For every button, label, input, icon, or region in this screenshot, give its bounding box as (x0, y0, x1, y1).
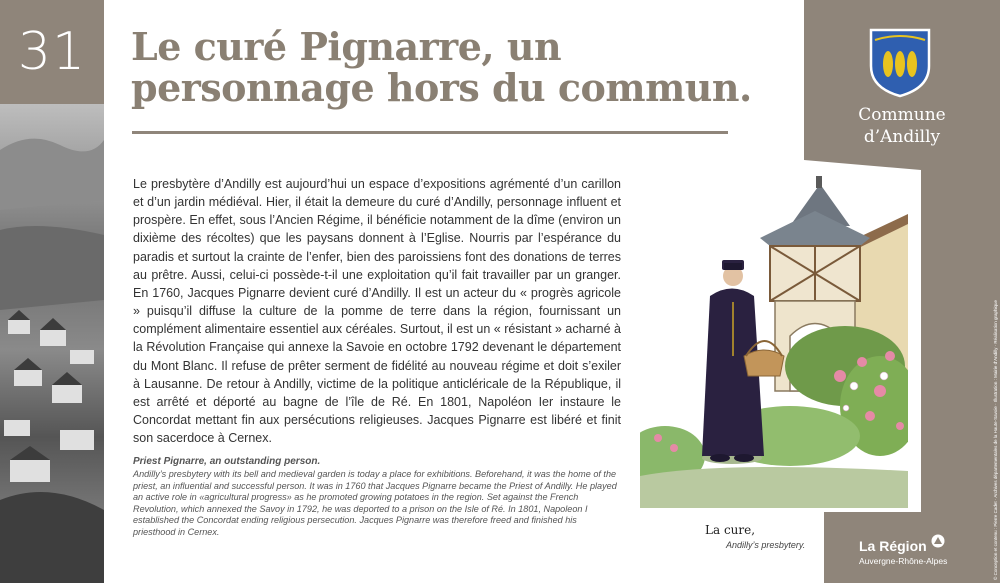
english-body-text: Andilly’s presbytery with its bell and medieval garden is today a place for exhibitions. Beforehand, it was the home of the priest, an influential and successful person. It was in 1760 that Jacques Pignarre became the Priest of Andilly. He played an active role in «agricultural progress» as he promoted growing potatoes in the region. Set against the French Revolution, which annexed the Savoy in 1792, he was deported to a prison on the Isle of Ré. In 1801, Napoleon I established the Concordat ending religious persecution. Jacques Pignarre was therefore freed and finished his priesthood in Cernex. (133, 469, 617, 537)
credits-text (985, 90, 998, 580)
credits-line: © Conception et contenu : Pierre Cadet · Archives départementales de la Haute-Savoie · Illustration : Mairie d’Andilly · Réalisation graphique (993, 300, 998, 580)
panel-number-box (0, 0, 104, 104)
region-name: La Région (859, 538, 927, 554)
caption-french: La cure, (705, 523, 756, 537)
commune-name-line1: Commune (858, 105, 946, 125)
english-title: Priest Pignarre, an outstanding person. (133, 456, 321, 467)
region-logo-icon (931, 534, 945, 548)
commune-crest-icon (869, 28, 931, 98)
presbytery-illustration (640, 176, 908, 508)
french-body-text: Le presbytère d’Andilly est aujourd’hui un espace d’expositions agrémenté d’un carillon et d’un jardin médiéval. Hier, il était la demeure du curé d’Andilly, personnage influent et prospère. En effet, sous l’Ancien Régime, il bénéficie notamment de la dîme (environ un dixième des récoltes) que les paysans donnent à l’Eglise. Nourris par l’espérance du paradis et surtout la crainte de l’enfer, bien des paroissiens font des donations de terres au prêtre. Aussi, celui-ci possède-t-il une exploitation qu’il fait travailler par un granger. En 1760, Jacques Pignarre devient curé d’Andilly. Il est un acteur du « progrès agricole » puisqu’il diffuse la culture de la pomme de terre dans la région, fournissant un complément alimentaire essentiel aux céréales. Surtout, il est un « résistant » acharné à la Révolution Française qui annexe la Savoie en octobre 1792 devenant le département du Mont Blanc. Il refuse de prêter serment de fidélité au nouveau régime et doit s’exiler à Lausanne. De retour à Andilly, victime de la politique anticléricale de la République, il est arrêté et déporté au bagne de l’île de Ré. En 1801, Napoléon Ier instaure le Concordat mettant fin aux persécutions religieuses. Jacques Pignarre est libéré et finit son sacerdoce à Cernex. (133, 177, 621, 446)
page-title: Le curé Pignarre, un personnage hors du commun. (131, 24, 752, 110)
caption-english: Andilly’s presbytery. (726, 540, 806, 550)
panel-number: 31 (17, 22, 87, 82)
region-subtitle: Auvergne-Rhône-Alpes (859, 556, 948, 566)
commune-name-line2: d’Andilly (863, 127, 941, 147)
title-divider (132, 131, 728, 134)
